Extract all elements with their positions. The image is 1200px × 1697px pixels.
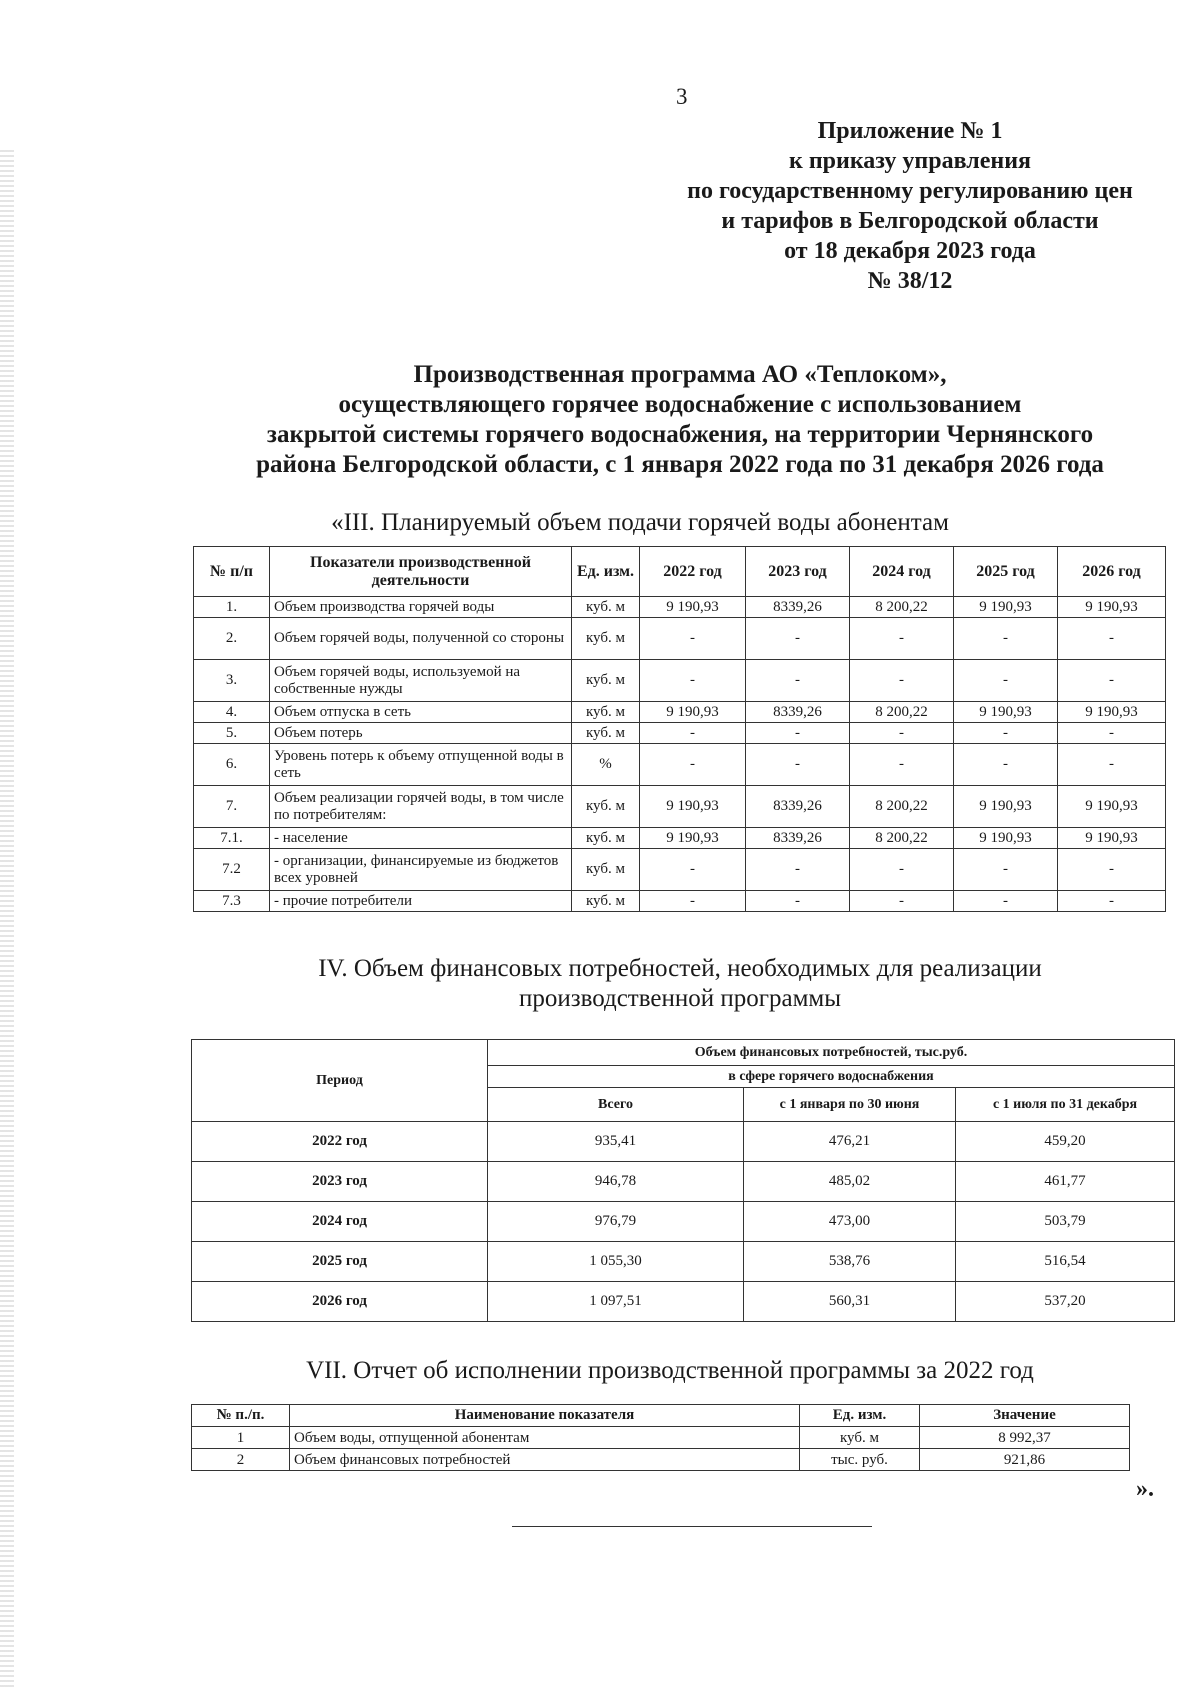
- table-row: [194, 723, 1166, 744]
- row-unit: куб. м: [572, 660, 640, 702]
- col-header-second-half: с 1 июля по 31 декабря: [956, 1088, 1175, 1122]
- row-second-half: 537,20: [956, 1282, 1175, 1322]
- col-header-subgroup: в сфере горячего водоснабжения: [488, 1066, 1175, 1088]
- row-num: 6.: [194, 744, 270, 786]
- table-row: [194, 618, 1166, 660]
- row-unit: куб. м: [572, 618, 640, 660]
- row-period: 2023 год: [192, 1162, 488, 1202]
- table-header-row: [194, 547, 1166, 597]
- col-header-indicator: Показатели производственной деятельности: [270, 547, 572, 597]
- row-value: 8 200,22: [850, 786, 954, 828]
- row-value: 8 200,22: [850, 702, 954, 723]
- section-3-heading-text: «III. Планируемый объем подачи горячей воды абонентам: [331, 509, 949, 536]
- row-num: 5.: [194, 723, 270, 744]
- row-value: 9 190,93: [954, 702, 1058, 723]
- row-value: -: [640, 849, 746, 891]
- row-name: Объем потерь: [270, 723, 572, 744]
- execution-report-table: [191, 1404, 1130, 1471]
- row-name: Объем отпуска в сеть: [270, 702, 572, 723]
- row-num: 3.: [194, 660, 270, 702]
- row-value: -: [746, 660, 850, 702]
- row-unit: куб. м: [572, 828, 640, 849]
- row-name: Объем производства горячей воды: [270, 597, 572, 618]
- col-header-total: Всего: [488, 1088, 744, 1122]
- row-name: - организации, финансируемые из бюджетов всех уровней: [270, 849, 572, 891]
- row-first-half: 560,31: [744, 1282, 956, 1322]
- row-value: 8339,26: [746, 597, 850, 618]
- row-num: 7.3: [194, 891, 270, 912]
- title-line: осуществляющего горячее водоснабжение с использованием: [338, 391, 1022, 418]
- row-second-half: 516,54: [956, 1242, 1175, 1282]
- row-value: 9 190,93: [1058, 786, 1166, 828]
- appendix-line: № 38/12: [867, 268, 953, 294]
- row-value: -: [954, 618, 1058, 660]
- row-value: 9 190,93: [1058, 828, 1166, 849]
- row-value: 8 200,22: [850, 597, 954, 618]
- row-value: 9 190,93: [954, 597, 1058, 618]
- row-value: -: [640, 891, 746, 912]
- col-header-num: № п/п: [194, 547, 270, 597]
- col-header-year: 2026 год: [1058, 547, 1166, 597]
- row-unit: куб. м: [572, 849, 640, 891]
- row-total: 1 055,30: [488, 1242, 744, 1282]
- row-num: 7.: [194, 786, 270, 828]
- table-row: [192, 1242, 1175, 1282]
- row-first-half: 473,00: [744, 1202, 956, 1242]
- table-header-row: [192, 1040, 1175, 1066]
- supply-volume-table: [193, 546, 1166, 912]
- row-name: Уровень потерь к объему отпущенной воды в сеть: [270, 744, 572, 786]
- row-value: -: [640, 744, 746, 786]
- row-total: 946,78: [488, 1162, 744, 1202]
- section-4-heading: [200, 954, 1160, 1014]
- row-period: 2022 год: [192, 1122, 488, 1162]
- row-total: 935,41: [488, 1122, 744, 1162]
- row-unit: куб. м: [572, 786, 640, 828]
- row-value: -: [954, 849, 1058, 891]
- table-row: [192, 1427, 1130, 1449]
- row-num: 7.1.: [194, 828, 270, 849]
- row-second-half: 459,20: [956, 1122, 1175, 1162]
- row-name: - население: [270, 828, 572, 849]
- row-period: 2025 год: [192, 1242, 488, 1282]
- row-value: -: [640, 660, 746, 702]
- row-unit: %: [572, 744, 640, 786]
- row-total: 1 097,51: [488, 1282, 744, 1322]
- end-divider: [512, 1526, 872, 1527]
- row-value: 9 190,93: [640, 702, 746, 723]
- row-unit: куб. м: [800, 1427, 920, 1449]
- title-line: закрытой системы горячего водоснабжения, на территории Чернянского: [266, 421, 1094, 448]
- row-period: 2026 год: [192, 1282, 488, 1322]
- row-value: -: [850, 723, 954, 744]
- table-row: [194, 744, 1166, 786]
- row-value: -: [640, 618, 746, 660]
- row-value: 9 190,93: [954, 828, 1058, 849]
- col-header-year: 2024 год: [850, 547, 954, 597]
- table-row: [192, 1449, 1130, 1471]
- table-row: [192, 1162, 1175, 1202]
- table-row: [194, 891, 1166, 912]
- row-name: Объем горячей воды, используемой на собственные нужды: [270, 660, 572, 702]
- col-header-period: Период: [192, 1040, 488, 1122]
- row-value: -: [1058, 891, 1166, 912]
- row-value: -: [1058, 849, 1166, 891]
- document-title: [180, 360, 1180, 480]
- row-name: Объем горячей воды, полученной со стороны: [270, 618, 572, 660]
- row-value: -: [850, 744, 954, 786]
- row-unit: куб. м: [572, 597, 640, 618]
- row-value: 9 190,93: [640, 597, 746, 618]
- appendix-line: к приказу управления: [788, 148, 1031, 174]
- row-value: 9 190,93: [640, 828, 746, 849]
- row-first-half: 476,21: [744, 1122, 956, 1162]
- row-value: -: [746, 891, 850, 912]
- row-first-half: 538,76: [744, 1242, 956, 1282]
- row-num: 1: [192, 1427, 290, 1449]
- row-num: 2: [192, 1449, 290, 1471]
- row-unit: тыс. руб.: [800, 1449, 920, 1471]
- col-header-group: Объем финансовых потребностей, тыс.руб.: [488, 1040, 1175, 1066]
- row-value: -: [850, 660, 954, 702]
- row-value: 9 190,93: [1058, 702, 1166, 723]
- col-header-unit: Ед. изм.: [800, 1405, 920, 1427]
- appendix-line: по государственному регулированию цен: [687, 178, 1133, 204]
- title-line: Производственная программа АО «Теплоком»,: [413, 361, 947, 388]
- appendix-line: и тарифов в Белгородской области: [721, 208, 1099, 234]
- financial-needs-table: [191, 1039, 1175, 1322]
- row-value: 8 200,22: [850, 828, 954, 849]
- row-value: -: [954, 744, 1058, 786]
- table-row: [192, 1122, 1175, 1162]
- row-unit: куб. м: [572, 702, 640, 723]
- col-header-year: 2023 год: [746, 547, 850, 597]
- row-value: -: [954, 660, 1058, 702]
- appendix-line: Приложение № 1: [817, 118, 1003, 144]
- row-second-half: 503,79: [956, 1202, 1175, 1242]
- title-line: района Белгородской области, с 1 января 2022 года по 31 декабря 2026 года: [256, 451, 1104, 478]
- section-4-heading-line: IV. Объем финансовых потребностей, необходимых для реализации: [318, 955, 1042, 982]
- table-header-row: [192, 1405, 1130, 1427]
- col-header-unit: Ед. изм.: [572, 547, 640, 597]
- table-row: [194, 786, 1166, 828]
- row-value: -: [954, 723, 1058, 744]
- row-value: -: [850, 891, 954, 912]
- section-7-heading-text: VII. Отчет об исполнении производственной программы за 2022 год: [306, 1357, 1034, 1384]
- row-value: -: [850, 618, 954, 660]
- row-value: 8 992,37: [920, 1427, 1130, 1449]
- row-num: 4.: [194, 702, 270, 723]
- row-value: -: [746, 744, 850, 786]
- row-second-half: 461,77: [956, 1162, 1175, 1202]
- row-value: 9 190,93: [954, 786, 1058, 828]
- row-value: 9 190,93: [640, 786, 746, 828]
- row-value: -: [1058, 723, 1166, 744]
- scan-edge-artifact: [0, 150, 14, 1690]
- appendix-header: [640, 116, 1180, 296]
- row-value: -: [746, 723, 850, 744]
- row-unit: куб. м: [572, 891, 640, 912]
- table-row: [194, 660, 1166, 702]
- table-row: [194, 597, 1166, 618]
- row-value: 921,86: [920, 1449, 1130, 1471]
- row-value: -: [954, 891, 1058, 912]
- col-header-num: № п./п.: [192, 1405, 290, 1427]
- row-num: 2.: [194, 618, 270, 660]
- col-header-value: Значение: [920, 1405, 1130, 1427]
- row-value: -: [640, 723, 746, 744]
- table-row: [194, 828, 1166, 849]
- row-period: 2024 год: [192, 1202, 488, 1242]
- col-header-year: 2022 год: [640, 547, 746, 597]
- row-value: 8339,26: [746, 702, 850, 723]
- row-name: - прочие потребители: [270, 891, 572, 912]
- row-value: -: [1058, 744, 1166, 786]
- col-header-name: Наименование показателя: [290, 1405, 800, 1427]
- row-value: 9 190,93: [1058, 597, 1166, 618]
- table-row: [192, 1282, 1175, 1322]
- table-row: [194, 702, 1166, 723]
- row-value: -: [850, 849, 954, 891]
- row-first-half: 485,02: [744, 1162, 956, 1202]
- table-row: [192, 1202, 1175, 1242]
- row-name: Объем реализации горячей воды, в том числе по потребителям:: [270, 786, 572, 828]
- row-name: Объем финансовых потребностей: [290, 1449, 800, 1471]
- appendix-line: от 18 декабря 2023 года: [784, 238, 1036, 264]
- row-value: -: [1058, 618, 1166, 660]
- row-value: 8339,26: [746, 828, 850, 849]
- row-value: -: [746, 849, 850, 891]
- row-name: Объем воды, отпущенной абонентам: [290, 1427, 800, 1449]
- row-num: 7.2: [194, 849, 270, 891]
- row-unit: куб. м: [572, 723, 640, 744]
- row-value: -: [1058, 660, 1166, 702]
- row-value: 8339,26: [746, 786, 850, 828]
- section-4-heading-line: производственной программы: [518, 985, 842, 1012]
- col-header-first-half: с 1 января по 30 июня: [744, 1088, 956, 1122]
- table-row: [194, 849, 1166, 891]
- row-num: 1.: [194, 597, 270, 618]
- col-header-year: 2025 год: [954, 547, 1058, 597]
- section-7-heading: [220, 1356, 1120, 1386]
- row-total: 976,79: [488, 1202, 744, 1242]
- row-value: -: [746, 618, 850, 660]
- closing-quote: ».: [1136, 1476, 1154, 1502]
- page-number: 3: [676, 84, 688, 109]
- section-3-heading: [200, 508, 1080, 538]
